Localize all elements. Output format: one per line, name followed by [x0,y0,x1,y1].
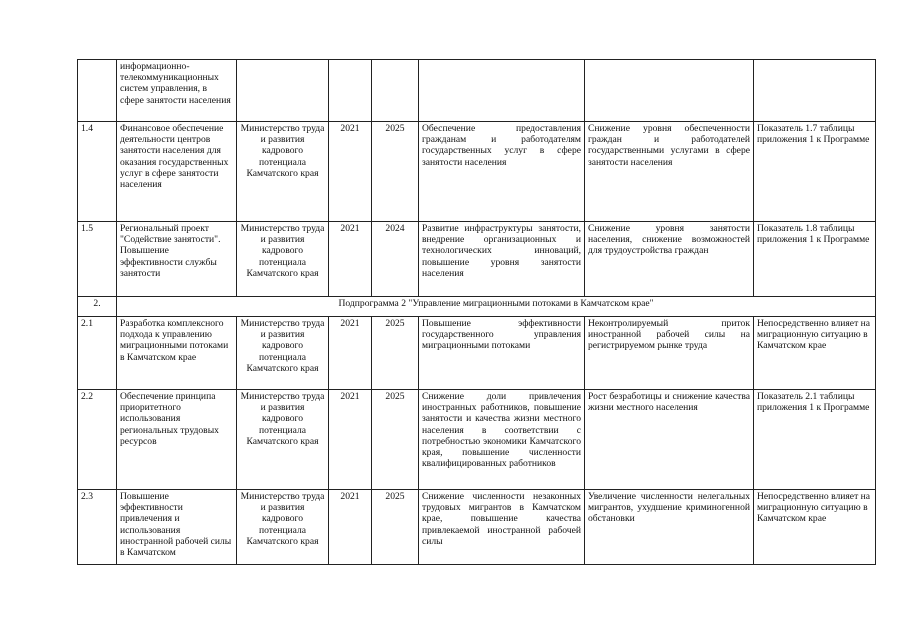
expected-result: Повышение эффективности государственного управления миграционными потоками [419,317,585,390]
non-implementation-consequences: Увеличение численности нелегальных мигрантов, ухудшение криминогенной обстановки [585,490,754,565]
start-year: 2021 [329,490,372,565]
row-number: 2.3 [78,490,117,565]
indicator-link: Непосредственно влияет на миграционную ситуацию в Камчатском крае [754,490,876,565]
indicator-link: Показатель 2.1 таблицы приложения 1 к Программе [754,390,876,490]
responsible-executor: Министерство труда и развития кадрового потенциала Камчатского края [237,222,329,297]
end-year: 2024 [372,222,419,297]
responsible-executor: Министерство труда и развития кадрового потенциала Камчатского края [237,390,329,490]
row-number: 1.5 [78,222,117,297]
subprogram-title: Подпрограмма 2 "Управление миграционными потоками в Камчатском крае" [117,297,876,317]
expected-result: Обеспечение предоставления гражданам и работодателям государственных услуг в сфере занятости населения [419,122,585,222]
program-measures-table [77,59,876,565]
indicator-link [754,60,876,122]
start-year: 2021 [329,317,372,390]
expected-result: Снижение доли привлечения иностранных работников, повышение занятости и качества жизни местного населения в соответствии с потребностью экономики Камчатского края, повышение численности квалифицированных работников [419,390,585,490]
expected-result: Развитие инфраструктуры занятости, внедрение организационных и технологических инноваций, повышение уровня занятости населения [419,222,585,297]
start-year: 2021 [329,390,372,490]
measure-name: информационно-телекоммуникационных систем управления, в сфере занятости населения [117,60,237,122]
non-implementation-consequences: Рост безработицы и снижение качества жизни местного населения [585,390,754,490]
row-number [78,60,117,122]
indicator-link: Показатель 1.7 таблицы приложения 1 к Программе [754,122,876,222]
row-number: 2.1 [78,317,117,390]
responsible-executor [237,60,329,122]
table-row [78,390,876,490]
indicator-link: Показатель 1.8 таблицы приложения 1 к Программе [754,222,876,297]
table-row [78,60,876,122]
table-row [78,317,876,390]
expected-result [419,60,585,122]
non-implementation-consequences: Снижение уровня обеспеченности граждан и работодателей государственными услугами в сфере занятости населения [585,122,754,222]
start-year: 2021 [329,222,372,297]
start-year [329,60,372,122]
non-implementation-consequences [585,60,754,122]
end-year: 2025 [372,317,419,390]
non-implementation-consequences: Снижение уровня занятости населения, снижение возможностей для трудоустройства граждан [585,222,754,297]
expected-result: Снижение численности незаконных трудовых мигрантов в Камчатском крае, повышение качества привлекаемой иностранной рабочей силы [419,490,585,565]
responsible-executor: Министерство труда и развития кадрового потенциала Камчатского края [237,490,329,565]
row-number: 2. [78,297,117,317]
non-implementation-consequences: Неконтролируемый приток иностранной рабочей силы на регистрируемом рынке труда [585,317,754,390]
measure-name: Повышение эффективности привлечения и использования иностранной рабочей силы в Камчатском [117,490,237,565]
start-year: 2021 [329,122,372,222]
indicator-link: Непосредственно влияет на миграционную ситуацию в Камчатском крае [754,317,876,390]
responsible-executor: Министерство труда и развития кадрового потенциала Камчатского края [237,122,329,222]
end-year: 2025 [372,122,419,222]
end-year: 2025 [372,490,419,565]
measure-name: Финансовое обеспечение деятельности центров занятости населения для оказания государственных услуг в сфере занятости населения [117,122,237,222]
table-row [78,122,876,222]
measure-name: Разработка комплексного подхода к управлению миграционными потоками в Камчатском крае [117,317,237,390]
table-row [78,222,876,297]
responsible-executor: Министерство труда и развития кадрового потенциала Камчатского края [237,317,329,390]
end-year: 2025 [372,390,419,490]
measure-name: Обеспечение принципа приоритетного использования региональных трудовых ресурсов [117,390,237,490]
measure-name: Региональный проект "Содействие занятости". Повышение эффективности службы занятости [117,222,237,297]
subprogram-row [78,297,876,317]
table-row [78,490,876,565]
end-year [372,60,419,122]
row-number: 2.2 [78,390,117,490]
row-number: 1.4 [78,122,117,222]
